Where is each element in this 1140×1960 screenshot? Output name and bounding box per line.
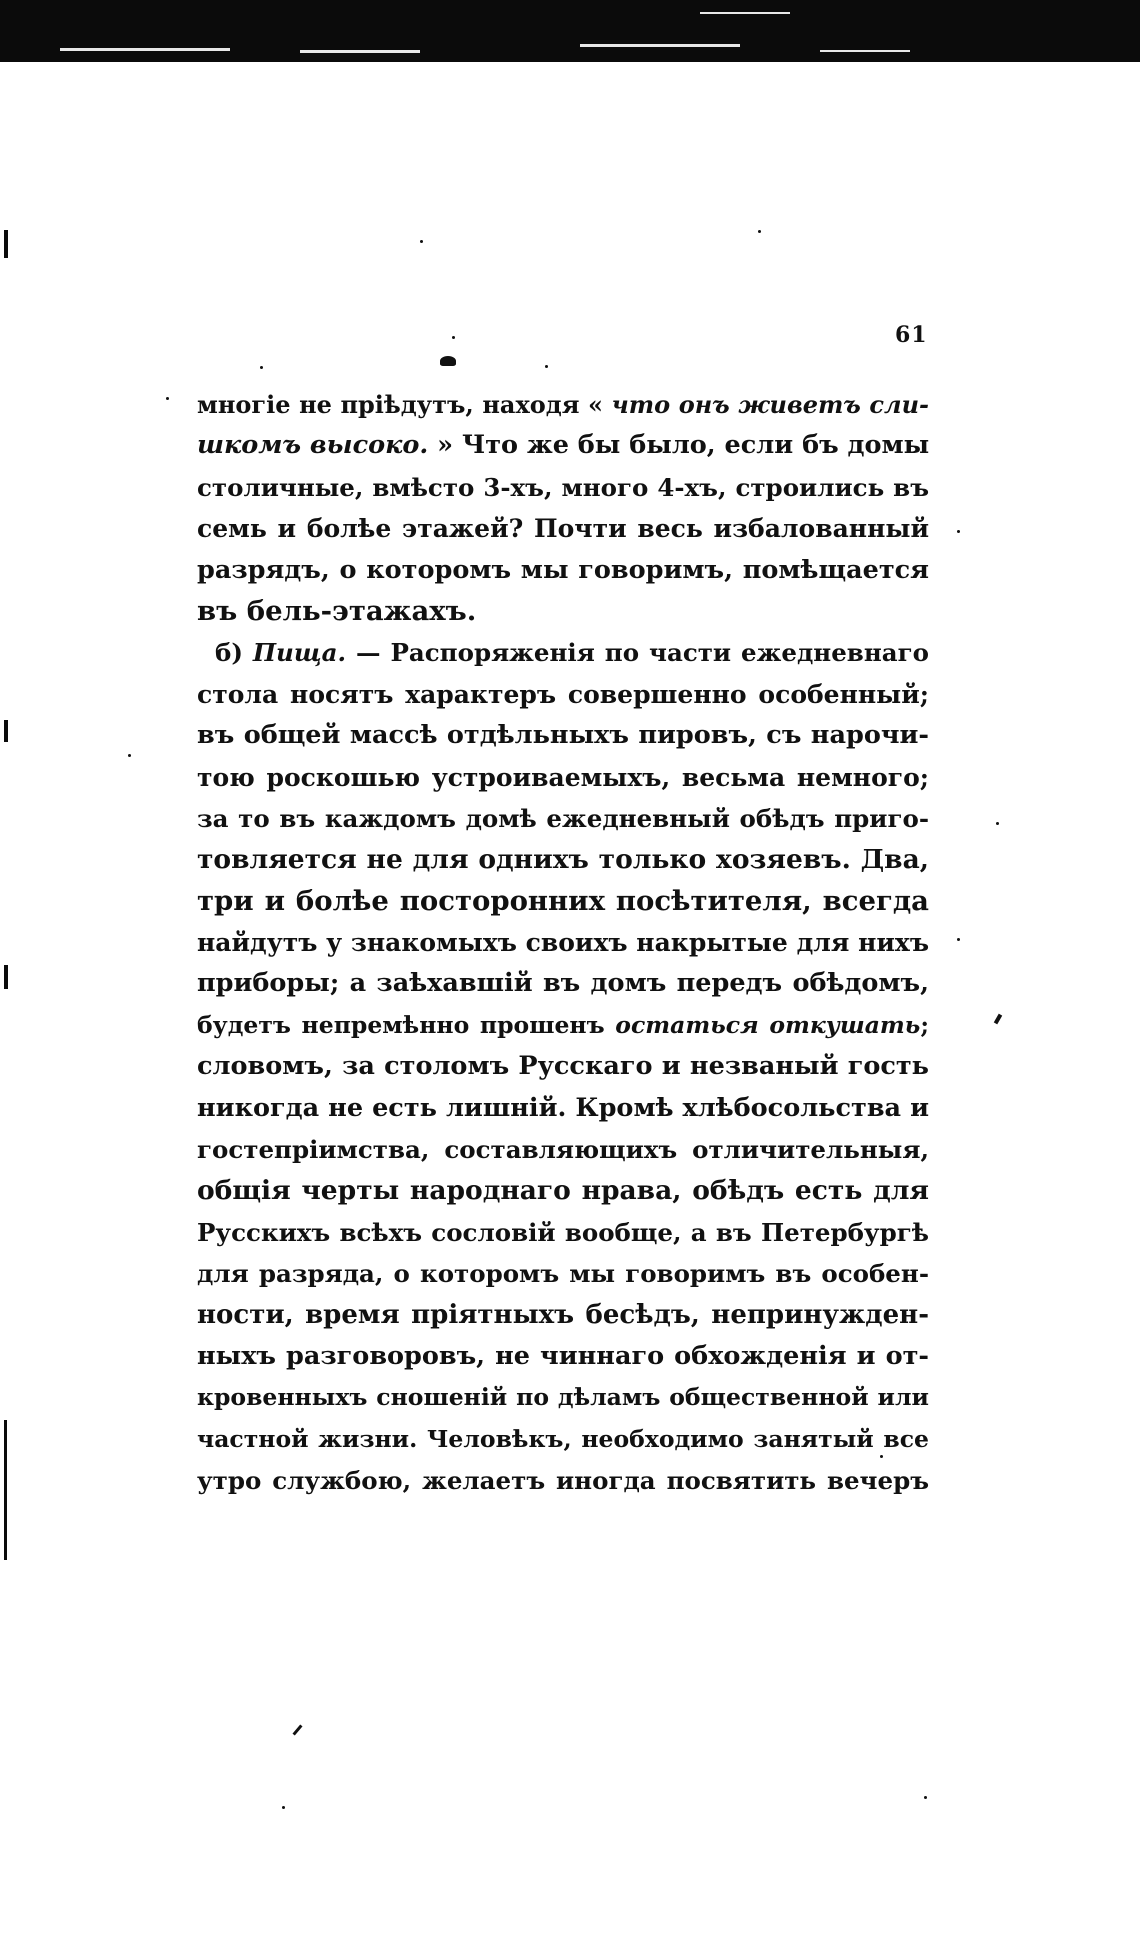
scan-speck (758, 230, 761, 233)
text-line: шкомъ высоко. » Что же бы было, если бъ домы (197, 430, 930, 461)
text-line: словомъ, за столомъ Русскаго и незваный гость (197, 1051, 929, 1082)
scan-speck (166, 397, 169, 400)
border-streak (300, 50, 420, 53)
border-streak (580, 44, 740, 47)
scan-top-border (0, 0, 1140, 62)
page-number: 61 (895, 322, 928, 348)
binding-mark (4, 1420, 7, 1560)
text-line: разрядъ, о которомъ мы говоримъ, помѣщается (197, 554, 929, 585)
border-streak (700, 12, 790, 14)
text-line: найдутъ у знакомыхъ своихъ накрытые для нихъ (197, 928, 929, 958)
scan-speck (260, 366, 263, 369)
text-line: никогда не есть лишній. Кромѣ хлѣбосольства и (197, 1092, 929, 1123)
text-line: въ бель-этажахъ. (197, 594, 477, 627)
text-line: стола носятъ характеръ совершенно особенный; (197, 679, 929, 709)
scan-speck (128, 754, 131, 757)
ink-blot (292, 1724, 302, 1735)
scan-speck (996, 822, 999, 825)
scan-speck (420, 240, 423, 243)
text-line: для разряда, о которомъ мы говоримъ въ особен- (197, 1259, 929, 1289)
page-body-text (197, 384, 929, 1502)
text-line: утро службою, желаетъ иногда посвятить вечеръ (197, 1466, 929, 1496)
text-line: будетъ непремѣнно прошенъ остаться откушать; (197, 1010, 929, 1039)
italic-quote: шкомъ высоко. (197, 430, 429, 461)
text-line: тою роскошью устроиваемыхъ, весьма немного; (197, 762, 929, 792)
scan-speck (957, 938, 960, 941)
text-line: гостепріимства, составляющихъ отличительныя, (197, 1135, 929, 1165)
text-line: три и болѣе посторонних посѣтителя, всегда (197, 884, 929, 917)
text-line: столичные, вмѣсто 3-хъ, много 4-хъ, строились въ (197, 472, 929, 502)
text-line: б) Пища. — Распоряженія по части ежедневнаго (215, 638, 929, 668)
text-line: за то въ каждомъ домѣ ежедневный обѣдъ приго- (197, 803, 929, 833)
text-line: кровенныхъ сношеній по дѣламъ общественной или (197, 1383, 929, 1412)
text-line: товляется не для однихъ только хозяевъ. Два, (197, 844, 929, 876)
ink-blot (994, 1014, 1002, 1025)
paragraph-1 (197, 384, 929, 632)
text-line: многіе не пріѣдутъ, находя « что онъ живетъ сли- (197, 390, 930, 419)
binding-mark (4, 720, 8, 742)
binding-mark (4, 230, 8, 258)
paragraph-2 (197, 632, 929, 1501)
scan-speck (957, 530, 960, 533)
section-label: б) (215, 638, 253, 668)
text-line: общія черты народнаго нрава, обѣдъ есть для (197, 1175, 929, 1207)
border-streak (820, 50, 910, 52)
text-line: Русскихъ всѣхъ сословій вообще, а въ Петербургѣ (197, 1217, 929, 1247)
italic-quote: что онъ живетъ сли- (611, 390, 930, 419)
scan-speck (924, 1796, 927, 1799)
scan-speck (545, 365, 548, 368)
italic-phrase: остаться откушать (615, 1010, 921, 1039)
border-streak (60, 48, 230, 51)
scan-speck (452, 336, 455, 339)
text-line: ности, время пріятныхъ бесѣдъ, непринужден- (197, 1299, 929, 1330)
text-line: приборы; а заѣхавшій въ домъ передъ обѣдомъ, (197, 968, 929, 999)
section-heading: Пища. (252, 638, 347, 668)
scan-speck (282, 1806, 285, 1809)
text-line: въ общей массѣ отдѣльныхъ пировъ, съ нарочи- (197, 720, 929, 751)
text-line: частной жизни. Человѣкъ, необходимо занятый все (197, 1424, 929, 1453)
binding-mark (4, 965, 8, 989)
text-line: семь и болѣе этажей? Почти весь избалованный (197, 514, 929, 544)
text-line: ныхъ разговоровъ, не чиннаго обхожденія и от- (197, 1340, 929, 1371)
ink-blot (440, 356, 456, 366)
